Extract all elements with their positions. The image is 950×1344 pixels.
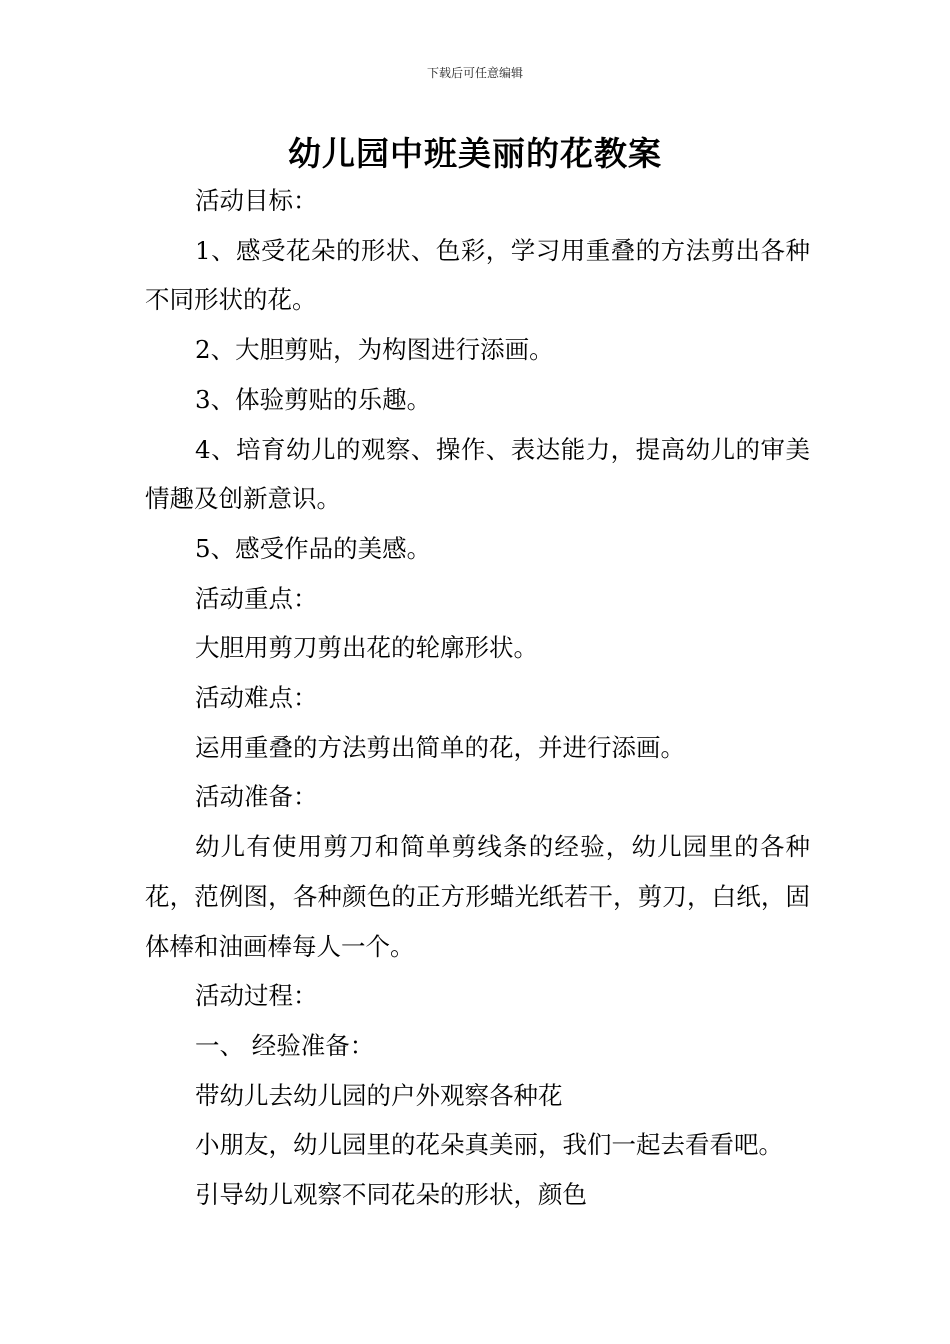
goal-item: 2、大胆剪贴，为构图进行添画。 <box>195 335 554 365</box>
body-paragraph: 带幼儿去幼儿园的户外观察各种花 <box>195 1080 563 1110</box>
header-note: 下载后可任意编辑 <box>426 66 523 80</box>
body-paragraph: 引导幼儿观察不同花朵的形状，颜色 <box>195 1180 587 1210</box>
body-paragraph: 运用重叠的方法剪出简单的花，并进行添画。 <box>195 732 685 762</box>
section-heading-difficulties: 活动难点： <box>195 683 318 713</box>
section-heading-key-points: 活动重点： <box>195 583 318 613</box>
body-paragraph: 小朋友，幼儿园里的花朵真美丽，我们一起去看看吧。 <box>195 1130 783 1160</box>
body-paragraph: 幼儿有使用剪刀和简单剪线条的经验，幼儿园里的各种花，范例图，各种颜色的正方形蜡光纸若干，剪刀，白纸，固体棒和油画棒每人一个。 <box>145 832 810 961</box>
document-title: 幼儿园中班美丽的花教案 <box>288 134 662 173</box>
process-step-heading: 一、 经验准备： <box>195 1030 375 1060</box>
section-heading-goals: 活动目标： <box>195 186 318 215</box>
goal-item: 1、感受花朵的形状、色彩，学习用重叠的方法剪出各种不同形状的花。 <box>145 235 810 315</box>
goal-item: 4、培育幼儿的观察、操作、表达能力，提高幼儿的审美情趣及创新意识。 <box>145 434 810 514</box>
section-heading-process: 活动过程： <box>195 981 318 1011</box>
body-paragraph: 大胆用剪刀剪出花的轮廓形状。 <box>195 633 538 663</box>
section-heading-preparation: 活动准备： <box>195 782 318 812</box>
document-body <box>145 176 810 1220</box>
goal-item: 5、感受作品的美感。 <box>195 533 432 563</box>
goal-item: 3、体验剪贴的乐趣。 <box>195 384 432 414</box>
